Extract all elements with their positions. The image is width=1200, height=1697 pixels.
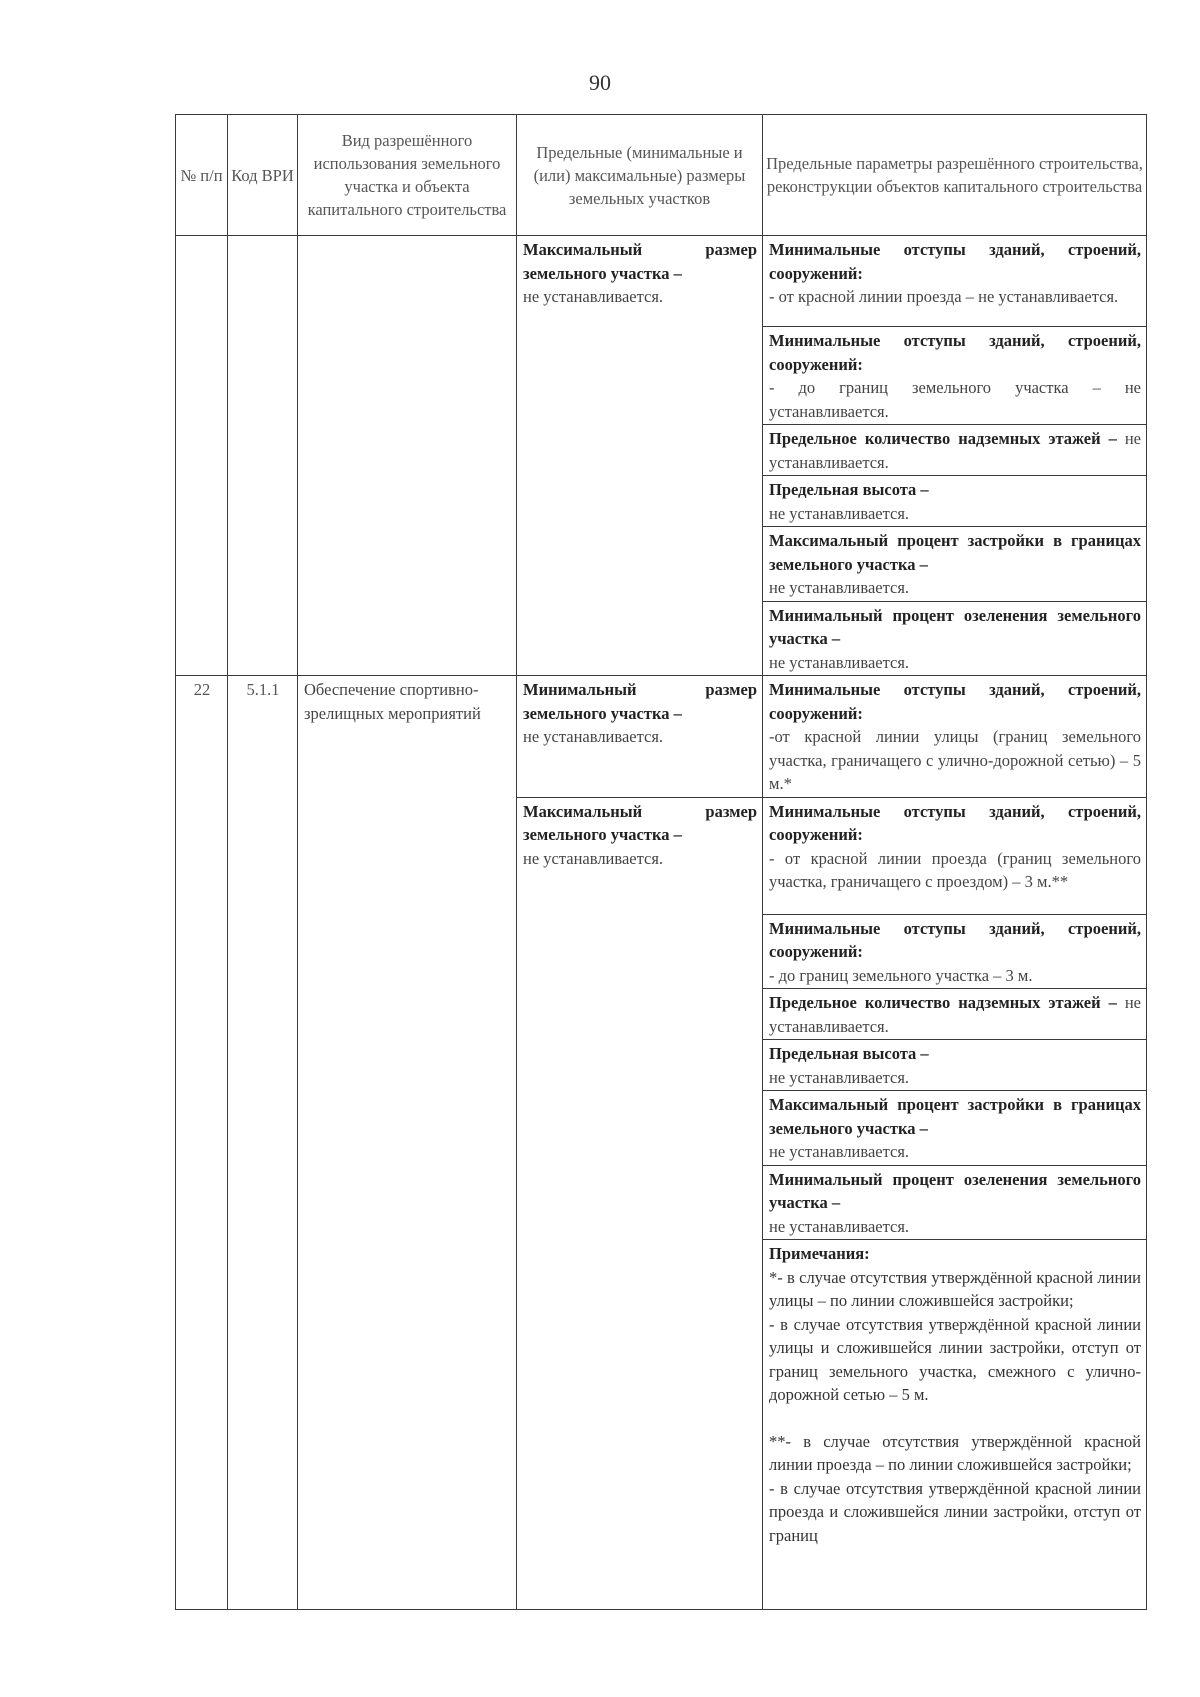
param-label: Предельная высота –: [769, 1044, 929, 1063]
param-cell: [763, 1091, 1147, 1166]
param-value: не устанавливается.: [769, 652, 910, 672]
cell-row-kind: [298, 676, 517, 1610]
cell-row-code: [228, 676, 298, 1610]
param-cell: [763, 989, 1147, 1040]
max-size-value: не устанавливается.: [523, 287, 664, 306]
cell-code-empty: [228, 236, 298, 676]
notes-cell: [763, 1240, 1147, 1610]
max-size-label: Максимальный размер земельного участка –: [523, 240, 757, 283]
param-cell: [763, 425, 1147, 476]
param-value: - от красной линии проезда – не устанавливается.: [769, 287, 1119, 306]
param-value: -от красной линии улицы (границ земельного участка, граничащего с улично-дорожной сетью) – 5 м.*: [769, 727, 1141, 793]
header-params: Предельные параметры разрешённого строительства, реконструкции объектов капитального строительства: [763, 115, 1147, 236]
cell-row-number: [176, 676, 228, 1610]
max-size-value: не устанавливается.: [523, 848, 664, 868]
param-value: не устанавливается.: [769, 993, 1141, 1036]
min-size-value: не устанавливается.: [523, 727, 664, 746]
param-label: Предельное количество надземных этажей –: [769, 429, 1117, 448]
max-size-label: Максимальный размер земельного участка –: [523, 801, 757, 844]
table-header-row: [176, 115, 1147, 236]
param-label: Предельное количество надземных этажей –: [769, 993, 1117, 1012]
param-value: не устанавливается.: [769, 1067, 910, 1087]
param-cell: [763, 236, 1147, 327]
notes: [763, 1240, 1146, 1547]
note-paragraph: *- в случае отсутствия утверждённой красной линии улицы – по линии сложившейся застройки;: [769, 1267, 1141, 1310]
param-label: Минимальные отступы зданий, строений, сооружений:: [769, 331, 1141, 374]
param-cell: [763, 797, 1147, 914]
param-label: Минимальные отступы зданий, строений, сооружений:: [769, 801, 1141, 844]
note-paragraph: **- в случае отсутствия утверждённой красной линии проезда – по линии сложившейся застройки;: [769, 1431, 1141, 1474]
notes-title: Примечания:: [769, 1244, 870, 1263]
param-cell: [763, 476, 1147, 527]
param-cell: [763, 914, 1147, 989]
permitted-use-table: [175, 114, 1147, 1610]
param-value: - от красной линии проезда (границ земельного участка, граничащего с проездом) – 3 м.**: [769, 848, 1141, 891]
note-paragraph: - в случае отсутствия утверждённой красной линии проезда и сложившейся линии застройки, отступ от границ: [769, 1478, 1141, 1545]
row-code: 5.1.1: [246, 680, 280, 699]
table-row: [176, 676, 1147, 798]
param-label: Минимальные отступы зданий, строений, сооружений:: [769, 680, 1141, 723]
min-size-label: Минимальный размер земельного участка –: [523, 680, 757, 723]
param-label: Максимальный процент застройки в границах земельного участка –: [769, 1095, 1141, 1138]
param-cell: [763, 327, 1147, 425]
param-cell: [763, 601, 1147, 676]
param-label: Минимальные отступы зданий, строений, сооружений:: [769, 240, 1141, 283]
cell-kind-empty: [298, 236, 517, 676]
param-value: не устанавливается.: [769, 429, 1141, 472]
row-number: 22: [193, 680, 211, 699]
param-cell: [763, 1040, 1147, 1091]
param-cell: [763, 527, 1147, 602]
header-sizes: Предельные (минимальные и (или) максимальные) размеры земельных участков: [517, 115, 763, 236]
param-label: Максимальный процент застройки в границах земельного участка –: [769, 531, 1141, 574]
param-value: - до границ земельного участка – не устанавливается.: [769, 378, 1141, 421]
param-label: Минимальный процент озеленения земельного участка –: [769, 1169, 1141, 1212]
cell-max-size: [517, 236, 763, 676]
page-number: 90: [589, 70, 611, 95]
row-kind: Обеспечение спортивно-зрелищных мероприятий: [304, 680, 481, 723]
param-value: не устанавливается.: [769, 503, 910, 523]
header-code: Код ВРИ: [228, 115, 298, 236]
header-num: № п/п: [176, 115, 228, 236]
param-label: Предельная высота –: [769, 480, 929, 499]
note-paragraph: - в случае отсутствия утверждённой красной линии улицы и сложившейся линии застройки, отступ от границ земельного участка, смежного с улично-дорожной сетью – 5 м.: [769, 1314, 1141, 1404]
param-value: не устанавливается.: [769, 1216, 910, 1236]
cell-max-size: [517, 797, 763, 1610]
param-value: не устанавливается.: [769, 578, 910, 597]
header-kind: Вид разрешённого использования земельного участка и объекта капитального строительства: [298, 115, 517, 236]
param-cell: [763, 676, 1147, 798]
param-label: Минимальный процент озеленения земельного участка –: [769, 605, 1141, 648]
cell-min-size: [517, 676, 763, 798]
table-row: [176, 236, 1147, 327]
cell-num-empty: [176, 236, 228, 676]
param-label: Минимальные отступы зданий, строений, сооружений:: [769, 918, 1141, 961]
param-cell: [763, 1165, 1147, 1240]
param-value: - до границ земельного участка – 3 м.: [769, 965, 1033, 985]
param-value: не устанавливается.: [769, 1142, 910, 1161]
